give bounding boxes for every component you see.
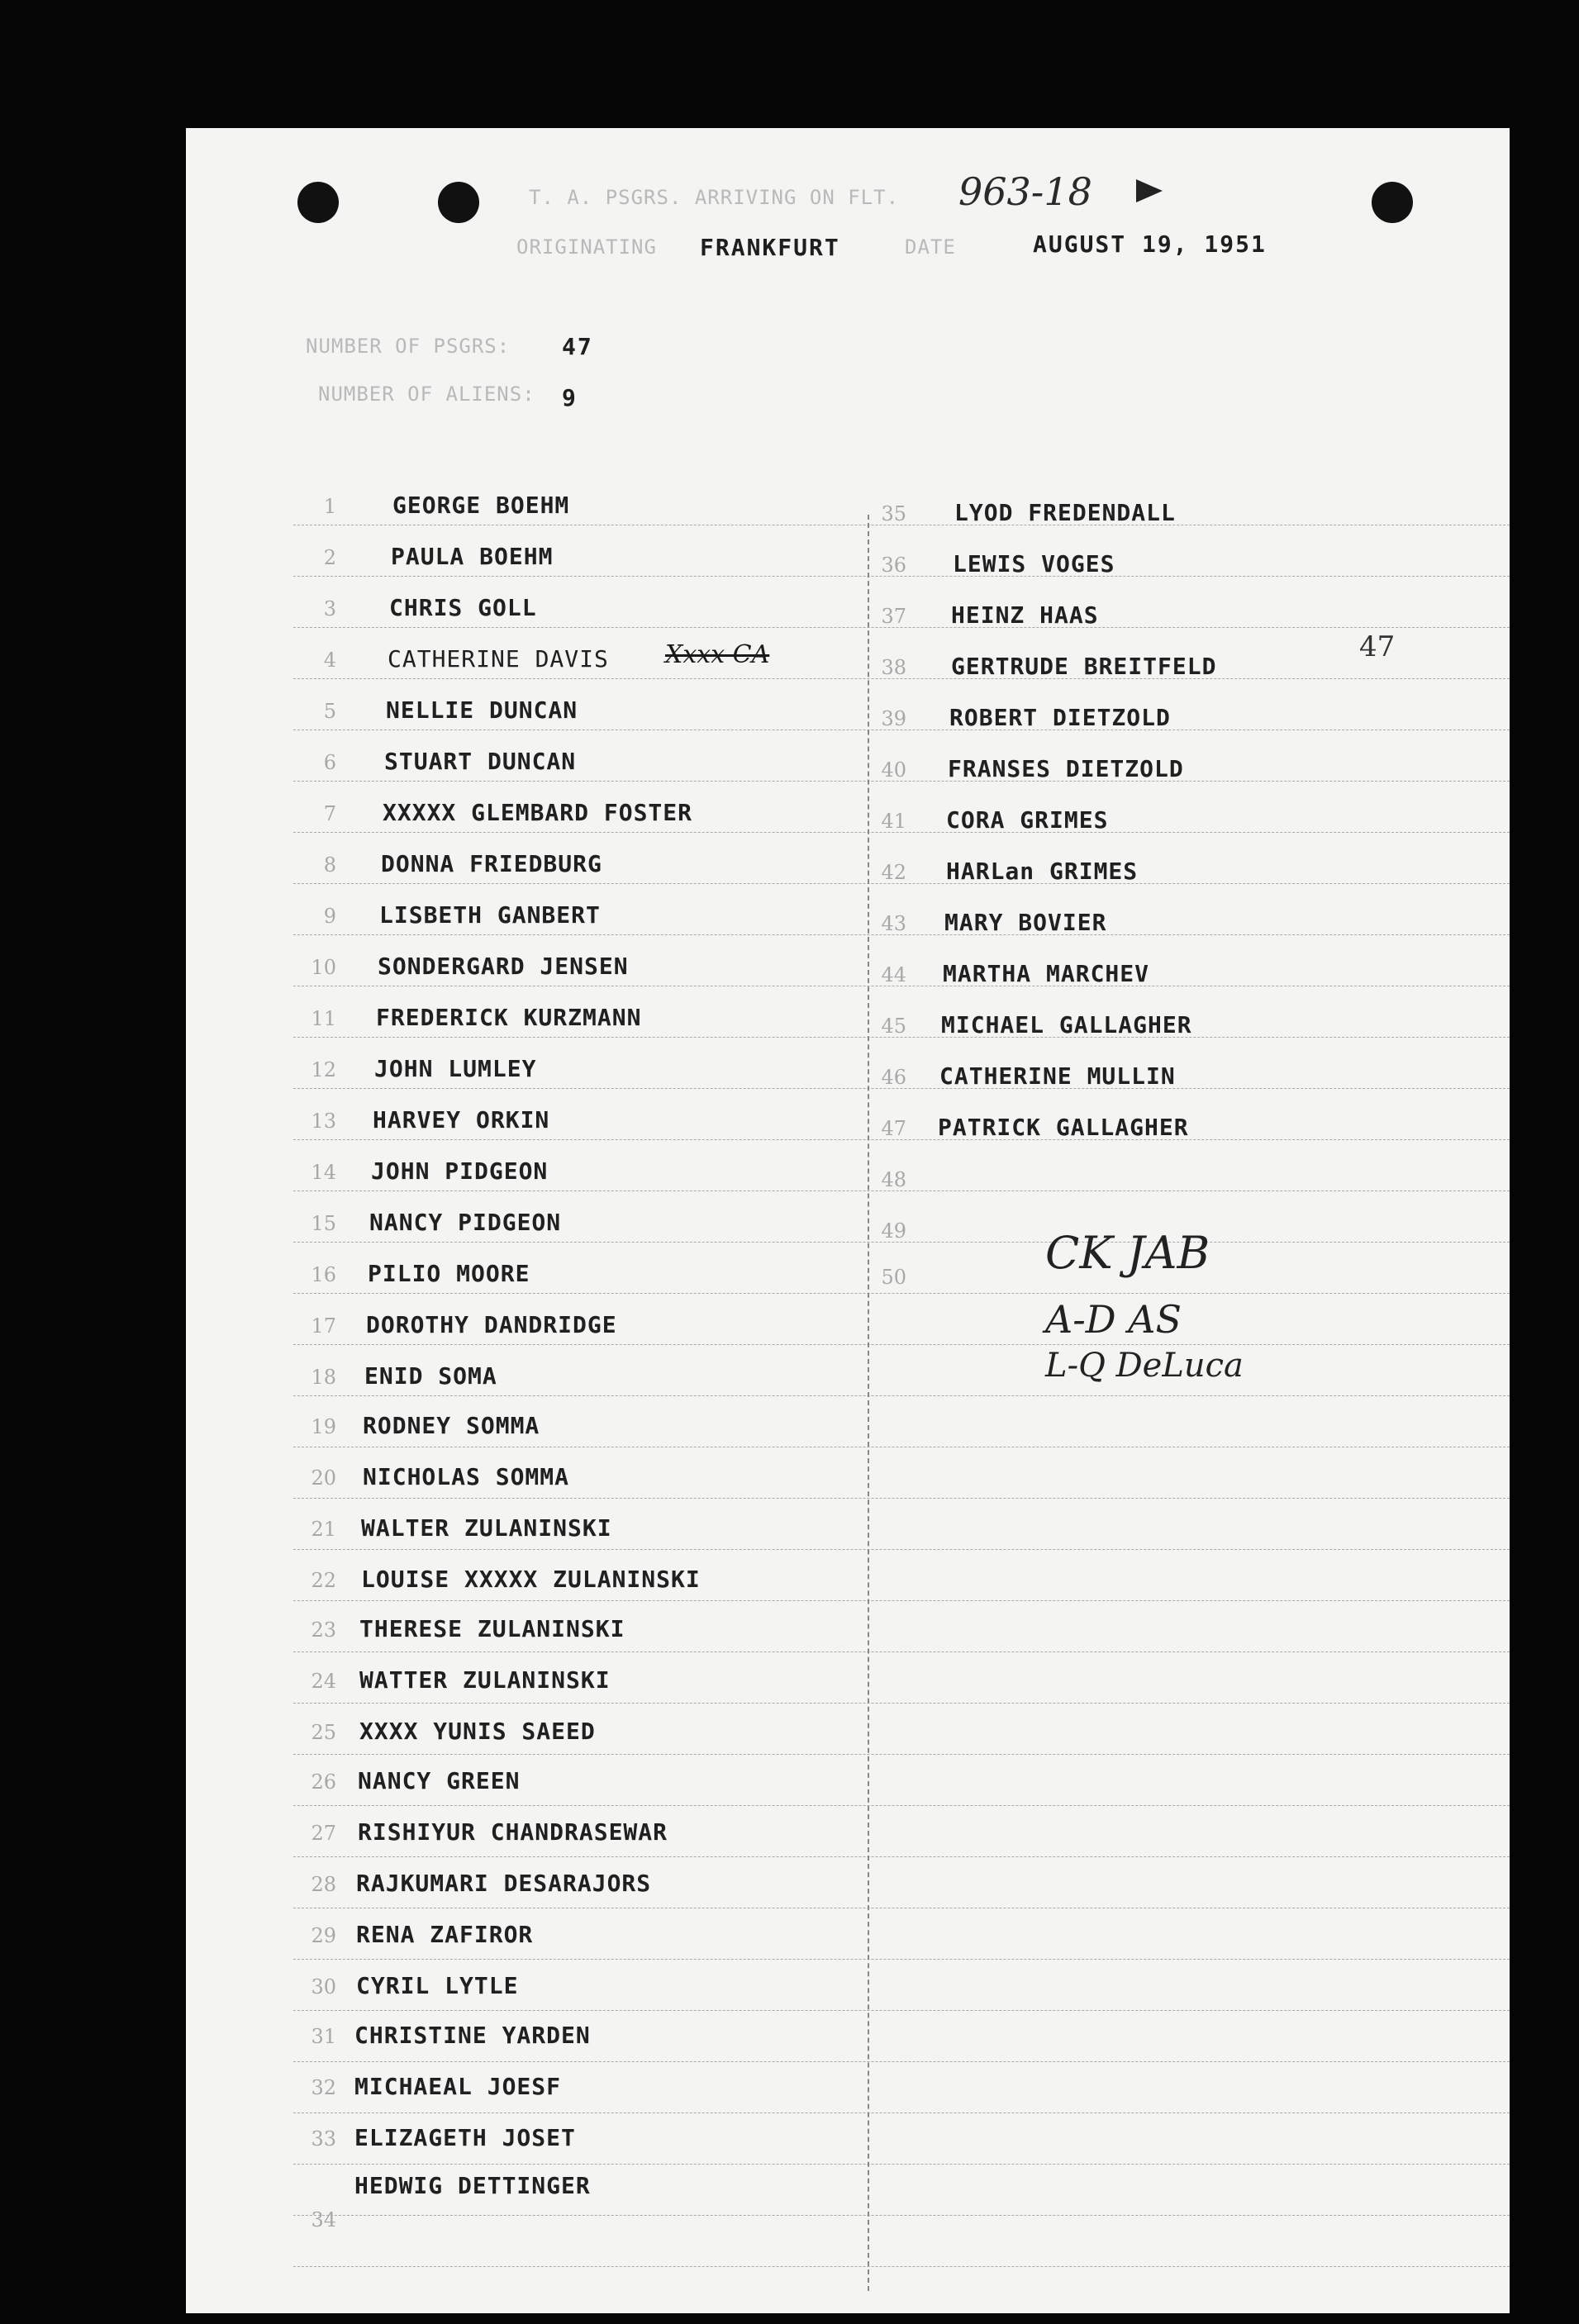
row-number: 25 bbox=[311, 1721, 336, 1744]
row-number: 13 bbox=[311, 1110, 336, 1133]
passenger-name: FRANSES DIETZOLD bbox=[948, 755, 1184, 782]
row-number: 36 bbox=[881, 554, 906, 577]
flight-number: 963-18 bbox=[958, 169, 1092, 214]
row-number: 2 bbox=[323, 546, 336, 569]
row-number: 14 bbox=[311, 1161, 336, 1184]
passenger-name: XXXX YUNIS SAEED bbox=[359, 1718, 596, 1745]
row-number: 44 bbox=[881, 963, 906, 986]
row-number: 1 bbox=[323, 495, 336, 518]
passenger-name: CATHERINE MULLIN bbox=[939, 1062, 1176, 1090]
row-number: 31 bbox=[311, 2025, 336, 2048]
passenger-name: SONDERGARD JENSEN bbox=[378, 953, 629, 980]
passenger-name: RODNEY SOMMA bbox=[363, 1412, 540, 1439]
punch-hole-right bbox=[1372, 182, 1413, 223]
passenger-name: DONNA FRIEDBURG bbox=[381, 850, 602, 877]
passenger-name: HEDWIG DETTINGER bbox=[354, 2172, 591, 2199]
row-number: 48 bbox=[881, 1168, 906, 1191]
passenger-name: NANCY PIDGEON bbox=[369, 1209, 562, 1236]
passenger-name: LEWIS VOGES bbox=[953, 550, 1115, 577]
passenger-name: GERTRUDE BREITFELD bbox=[951, 653, 1217, 680]
row-number: 20 bbox=[311, 1466, 336, 1490]
arrow-mark-icon bbox=[1136, 179, 1163, 202]
passenger-name: MICHAEAL JOESF bbox=[354, 2073, 562, 2100]
num-psgrs-label: NUMBER OF PSGRS: bbox=[306, 335, 511, 358]
handwritten-initials-2: A-D AS bbox=[1045, 1297, 1182, 1342]
handwritten-initials-1: CK JAB bbox=[1045, 1227, 1210, 1279]
row-number: 50 bbox=[881, 1266, 906, 1289]
row-number: 23 bbox=[311, 1618, 336, 1642]
passenger-name: RAJKUMARI DESARAJORS bbox=[356, 1870, 652, 1897]
passenger-name: HEINZ HAAS bbox=[951, 601, 1099, 629]
row-number: 3 bbox=[323, 597, 336, 620]
row-number: 38 bbox=[881, 656, 906, 679]
passenger-name: JOHN PIDGEON bbox=[371, 1157, 549, 1185]
passenger-name: FREDERICK KURZMANN bbox=[376, 1004, 642, 1031]
passenger-name: LISBETH GANBERT bbox=[379, 901, 601, 929]
passenger-name: THERESE ZULANINSKI bbox=[359, 1615, 625, 1642]
passenger-name: RISHIYUR CHANDRASEWAR bbox=[358, 1818, 668, 1846]
passenger-name: NICHOLAS SOMMA bbox=[363, 1463, 570, 1490]
passenger-name: CORA GRIMES bbox=[946, 806, 1109, 834]
passenger-name: PILIO MOORE bbox=[368, 1260, 530, 1287]
passenger-name: ENID SOMA bbox=[364, 1362, 497, 1390]
passenger-name: CATHERINE DAVIS bbox=[388, 645, 609, 672]
date-value: AUGUST 19, 1951 bbox=[1033, 230, 1267, 258]
row-number: 11 bbox=[311, 1007, 336, 1030]
row-number: 17 bbox=[311, 1314, 336, 1338]
punch-hole-left bbox=[297, 182, 339, 223]
passenger-name: NELLIE DUNCAN bbox=[386, 696, 578, 724]
row-number: 32 bbox=[311, 2076, 336, 2099]
row-number: 4 bbox=[323, 649, 336, 672]
passenger-name: LOUISE XXXXX ZULANINSKI bbox=[361, 1566, 701, 1593]
passenger-name: XXXXX GLEMBARD FOSTER bbox=[383, 799, 693, 826]
manifest-page bbox=[186, 128, 1510, 2313]
row-number: 27 bbox=[311, 1822, 336, 1845]
passenger-name: MARTHA MARCHEV bbox=[943, 960, 1150, 987]
row-number: 33 bbox=[311, 2127, 336, 2151]
row-number: 40 bbox=[881, 758, 906, 782]
passenger-name: WATTER ZULANINSKI bbox=[359, 1666, 611, 1694]
row-number: 8 bbox=[323, 853, 336, 877]
row-number: 16 bbox=[311, 1263, 336, 1286]
row-number: 5 bbox=[323, 700, 336, 723]
row-number: 15 bbox=[311, 1212, 336, 1235]
punch-hole-center bbox=[438, 182, 479, 223]
passenger-name: CHRISTINE YARDEN bbox=[354, 2022, 591, 2049]
handwritten-initials-3: L-Q DeLuca bbox=[1045, 1347, 1244, 1385]
passenger-name: ELIZAGETH JOSET bbox=[354, 2124, 576, 2151]
passenger-name: NANCY GREEN bbox=[358, 1767, 521, 1794]
passenger-name: HARLan GRIMES bbox=[946, 858, 1139, 885]
total-count-note: 47 bbox=[1359, 630, 1396, 663]
passenger-name: HARVEY ORKIN bbox=[373, 1106, 550, 1133]
originating-value: FRANKFURT bbox=[700, 234, 840, 261]
struck-out-text: Xxxx CA bbox=[665, 640, 770, 669]
row-number: 12 bbox=[311, 1058, 336, 1081]
passenger-name: JOHN LUMLEY bbox=[374, 1055, 537, 1082]
row-number: 29 bbox=[311, 1924, 336, 1947]
row-number: 35 bbox=[881, 502, 906, 525]
passenger-name: MICHAEL GALLAGHER bbox=[941, 1011, 1192, 1038]
flight-header-label: T. A. PSGRS. ARRIVING ON FLT. bbox=[529, 186, 900, 209]
passenger-name: WALTER ZULANINSKI bbox=[361, 1514, 612, 1542]
row-number: 41 bbox=[881, 810, 906, 833]
passenger-name: ROBERT DIETZOLD bbox=[949, 704, 1171, 731]
originating-label: ORIGINATING bbox=[516, 235, 657, 259]
num-aliens-label: NUMBER OF ALIENS: bbox=[318, 383, 535, 406]
num-aliens-value: 9 bbox=[562, 384, 578, 411]
passenger-name: GEORGE BOEHM bbox=[392, 492, 570, 519]
passenger-name: PATRICK GALLAGHER bbox=[938, 1114, 1189, 1141]
row-number: 19 bbox=[311, 1415, 336, 1438]
row-number: 9 bbox=[323, 905, 336, 928]
row-number: 28 bbox=[311, 1873, 336, 1896]
row-number: 39 bbox=[881, 707, 906, 730]
row-number: 22 bbox=[311, 1569, 336, 1592]
row-number: 43 bbox=[881, 912, 906, 935]
row-number: 45 bbox=[881, 1015, 906, 1038]
passenger-name: STUART DUNCAN bbox=[384, 748, 577, 775]
row-number: 24 bbox=[311, 1670, 336, 1693]
num-psgrs-value: 47 bbox=[562, 333, 593, 360]
row-number: 42 bbox=[881, 861, 906, 884]
row-number: 6 bbox=[323, 751, 336, 774]
passenger-name: CHRIS GOLL bbox=[389, 594, 537, 621]
row-number: 10 bbox=[311, 956, 336, 979]
row-number: 37 bbox=[881, 605, 906, 628]
row-number: 46 bbox=[881, 1066, 906, 1089]
row-number: 7 bbox=[323, 802, 336, 825]
row-number: 26 bbox=[311, 1770, 336, 1794]
row-number: 34 bbox=[311, 2208, 336, 2231]
row-number: 30 bbox=[311, 1975, 336, 1998]
date-label: DATE bbox=[905, 235, 956, 259]
row-number: 18 bbox=[311, 1366, 336, 1389]
passenger-name: DOROTHY DANDRIDGE bbox=[366, 1311, 617, 1338]
passenger-name: CYRIL LYTLE bbox=[356, 1972, 519, 1999]
passenger-name: MARY BOVIER bbox=[944, 909, 1107, 936]
row-number: 49 bbox=[881, 1219, 906, 1243]
row-number: 21 bbox=[311, 1518, 336, 1541]
passenger-name: RENA ZAFIROR bbox=[356, 1921, 534, 1948]
row-number: 47 bbox=[881, 1117, 906, 1140]
passenger-name: LYOD FREDENDALL bbox=[954, 499, 1176, 526]
passenger-name: PAULA BOEHM bbox=[391, 543, 554, 570]
